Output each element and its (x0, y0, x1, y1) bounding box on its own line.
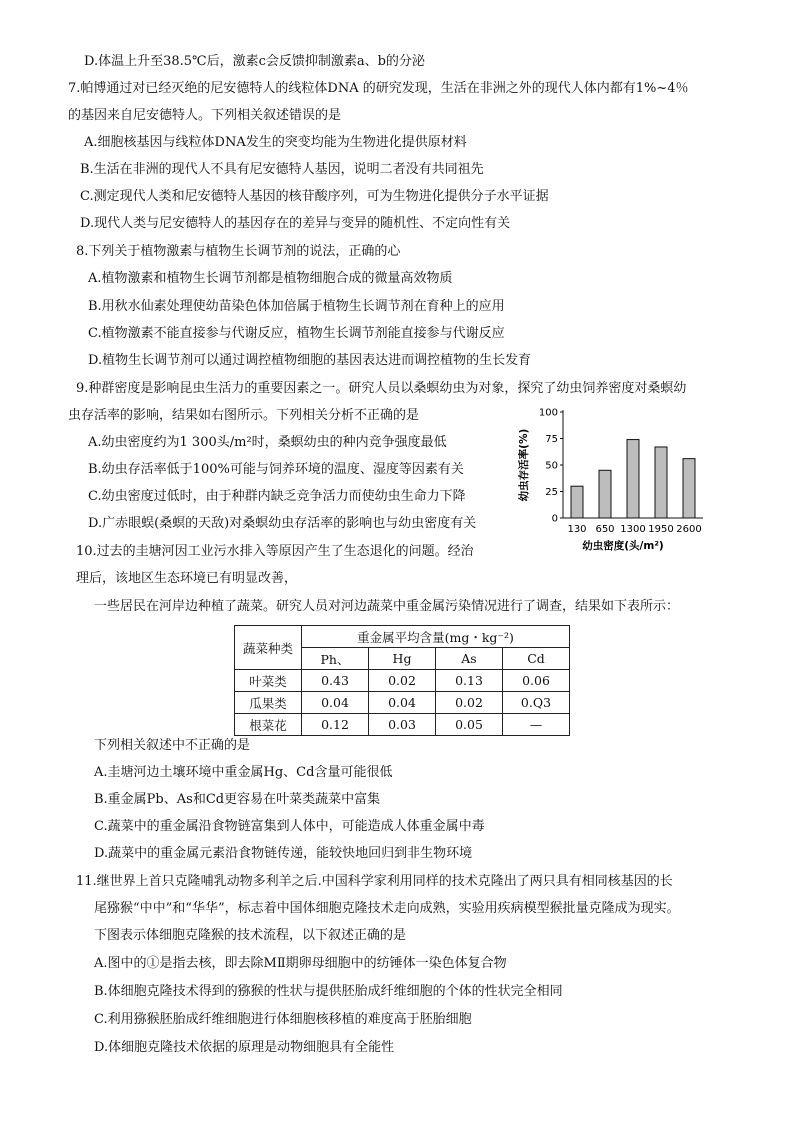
q10-option-a: A.圭塘河边土壤环境中重金属Hg、Cd含量可能很低 (94, 765, 393, 780)
table-cell: 0.02 (436, 692, 503, 714)
y-tick-label: 100 (538, 407, 558, 419)
x-axis-label: 幼虫密度(头/m²) (582, 540, 664, 552)
table-row-label: 叶菜类 (235, 670, 302, 692)
table-column-header: Ph、 (302, 648, 369, 670)
q11-option-b: B.体细胞克隆技术得到的猕猴的性状与提供胚胎成纤维细胞的个体的性状完全相同 (94, 984, 563, 999)
q9-option-a: A.幼虫密度约为1 300头/m²时，桑螟幼虫的种内竞争强度最低 (88, 435, 447, 450)
table-column-header: Cd (503, 648, 570, 670)
q10-option-c: C.蔬菜中的重金属沿食物链富集到人体中，可能造成人体重金属中毒 (94, 819, 485, 834)
q7-option-a: A.细胞核基因与线粒体DNA发生的突变均能为生物进化提供原材料 (84, 135, 467, 150)
q7-option-c: C.测定现代人类和尼安德特人基因的核苷酸序列，可为生物进化提供分子水平证据 (80, 189, 549, 204)
table-cell: 0.02 (369, 670, 436, 692)
q9-option-b: B.幼虫存活率低于100%可能与饲养环境的温度、湿度等因素有关 (88, 462, 464, 477)
q7-stem-line2: 的基因来自尼安德特人。下列相关叙述错误的是 (68, 108, 342, 123)
table-row-label: 瓜果类 (235, 692, 302, 714)
q10-stem-line2: 理后，该地区生态环境已有明显改善， (76, 571, 298, 586)
bar (683, 459, 695, 518)
table-group-header: 重金属平均含量(mg・kg⁻²) (302, 626, 570, 648)
x-tick-label: 650 (595, 524, 615, 535)
table-row-label: 根菜花 (235, 714, 302, 736)
x-tick-label: 130 (567, 524, 587, 535)
q10-stem-line1: 10.过去的圭塘河因工业污水排入等原因产生了生态退化的问题。经治 (76, 544, 474, 559)
q8-stem: 8.下列关于植物激素与植物生长调节剂的说法，正确的心 (76, 244, 401, 259)
table-cell: 0.Q3 (503, 692, 570, 714)
q7-stem-line1: 7.帕博通过对已经灭绝的尼安德特人的线粒体DNA 的研究发现，生活在非洲之外的现代人体内都有1%~4％ (68, 81, 689, 96)
table-cell: 0.12 (302, 714, 369, 736)
q8-option-b: B.用秋水仙素处理使幼苗染色体加倍属于植物生长调节剂在育种上的应用 (88, 299, 505, 314)
table-cell: 0.04 (302, 692, 369, 714)
x-tick-label: 1950 (648, 524, 674, 535)
x-tick-label: 2600 (676, 524, 702, 535)
q8-option-c: C.植物激素不能直接参与代谢反应，植物生长调节剂能直接参与代谢反应 (88, 326, 505, 341)
q10-question: 下列相关叙述中不正确的是 (94, 738, 251, 753)
table-cell: 0.04 (369, 692, 436, 714)
larva-survival-chart (515, 400, 710, 555)
table-row (235, 714, 570, 736)
q9-stem-line1: 9.种群密度是影响昆虫生活力的重要因素之一。研究人员以桑螟幼虫为对象，探究了幼虫饲养密度对桑螟幼 (76, 381, 687, 396)
table-column-header: Hg (369, 648, 436, 670)
table-cell: 0.43 (302, 670, 369, 692)
bar (627, 440, 639, 518)
q10-option-d: D.蔬菜中的重金属元素沿食物链传递，能较快地回归到非生物环境 (94, 846, 473, 861)
x-tick-label: 1300 (620, 524, 646, 535)
q11-stem-line2: 尾猕猴“中中”和“华华”，标志着中国体细胞克隆技术走向成熟，实验用疾病模型猴批量克隆成为现实。 (94, 901, 680, 916)
table-cell: 0.06 (503, 670, 570, 692)
table-cell: 0.05 (436, 714, 503, 736)
table-row-header: 蔬菜种类 (235, 626, 302, 670)
bar (571, 486, 583, 518)
q7-option-d: D.现代人类与尼安德特人的基因存在的差异与变异的随机性、不定向性有关 (80, 216, 511, 231)
q6-option-d: D.体温上升至38.5℃后，激素c会反馈抑制激素a、b的分泌 (84, 54, 425, 69)
q9-stem-line2: 虫存活率的影响，结果如右图所示。下列相关分析不正确的是 (68, 408, 420, 423)
q11-stem-line1: 11.继世界上首只克隆哺乳动物多利羊之后.中国科学家利用同样的技术克隆出了两只具有相同核基因的长 (76, 874, 673, 889)
y-tick-label: 0 (551, 513, 558, 525)
y-tick-label: 75 (545, 434, 558, 445)
table-cell: — (503, 714, 570, 736)
y-tick-label: 25 (545, 487, 558, 498)
table-row (235, 692, 570, 714)
y-tick-label: 50 (545, 460, 558, 472)
q9-option-c: C.幼虫密度过低时，由于种群内缺乏竞争活力而使幼虫生命力下降 (88, 489, 466, 504)
q8-option-a: A.植物激素和植物生长调节剂都是植物细胞合成的微量高效物质 (88, 271, 453, 286)
q11-option-c: C.利用猕猴胚胎成纤维细胞进行体细胞核移植的难度高于胚胎细胞 (94, 1012, 472, 1027)
q11-option-a: A.图中的①是指去核，即去除MⅡ期卵母细胞中的纺锤体一染色体复合物 (94, 956, 507, 971)
table-row (235, 670, 570, 692)
q10-option-b: B.重金属Pb、As和Cd更容易在叶菜类蔬菜中富集 (94, 792, 381, 807)
q7-option-b: B.生活在非洲的现代人不具有尼安德特人基因，说明二者没有共同祖先 (80, 162, 484, 177)
q8-option-d: D.植物生长调节剂可以通过调控植物细胞的基因表达进而调控植物的生长发育 (88, 353, 532, 368)
table-column-header: As (436, 648, 503, 670)
heavy-metal-table (234, 625, 570, 736)
q11-option-d: D.体细胞克隆技术依据的原理是动物细胞具有全能性 (94, 1040, 395, 1055)
q10-stem-line3: 一些居民在河岸边种植了蔬菜。研究人员对河边蔬菜中重金属污染情况进行了调查，结果如下表所示： (94, 599, 680, 614)
y-axis-label: 幼虫存活率(%) (518, 428, 530, 502)
q9-option-d: D.广赤眼蜈(桑螟的天敌)对桑螟幼虫存活率的影响也与幼虫密度有关 (88, 516, 477, 531)
table-cell: 0.03 (369, 714, 436, 736)
bar (599, 470, 611, 518)
table-cell: 0.13 (436, 670, 503, 692)
bar (655, 447, 667, 518)
q11-stem-line3: 下图表示体细胞克隆猴的技术流程，以下叙述正确的是 (94, 928, 407, 943)
